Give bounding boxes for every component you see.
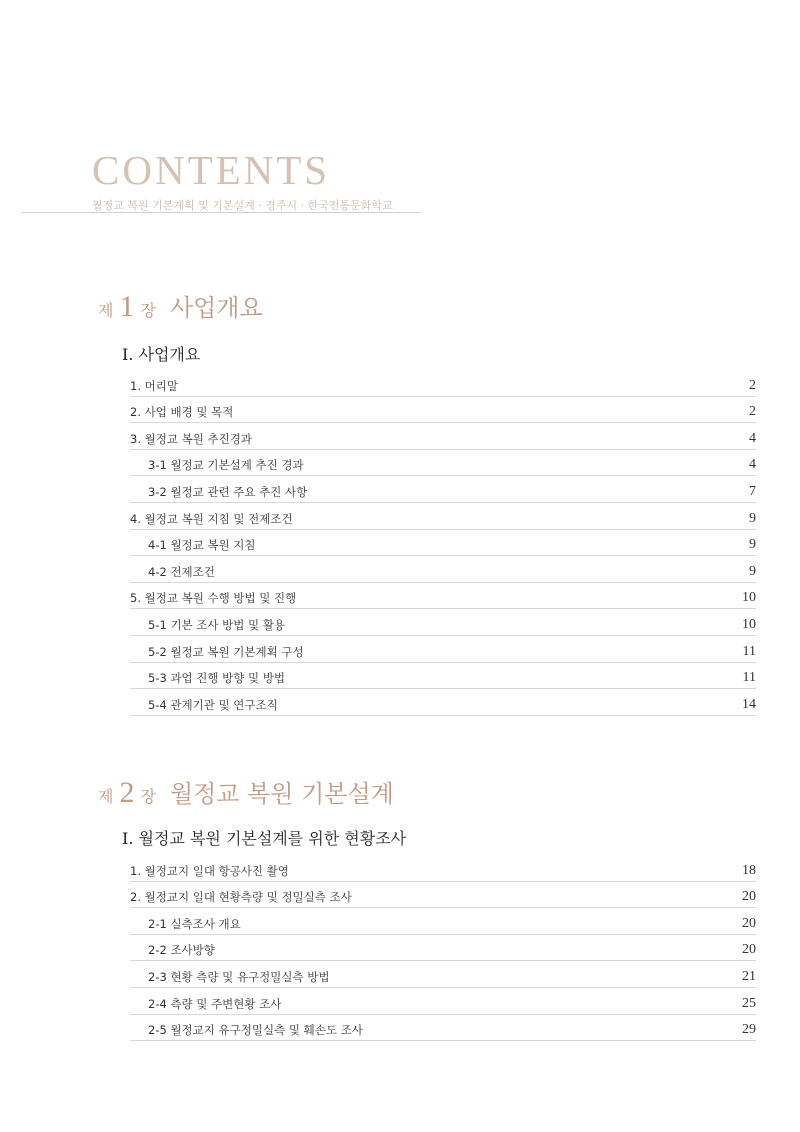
chapter-2-toc xyxy=(130,855,756,1041)
chapter-2-section-heading: Ⅰ. 월정교 복원 기본설계를 위한 현황조사 xyxy=(122,829,407,848)
toc-entry-page: 10 xyxy=(742,616,756,632)
toc-entry-label: 1. 머리말 xyxy=(130,378,178,393)
chapter-1-section-heading: Ⅰ. 사업개요 xyxy=(122,345,201,364)
chapter-number: 1 xyxy=(119,290,135,323)
toc-entry[interactable] xyxy=(130,636,756,663)
chapter-1-toc xyxy=(130,370,756,716)
toc-entry-page: 25 xyxy=(742,995,756,1011)
toc-entry-label: 4. 월정교 복원 지침 및 전제조건 xyxy=(130,511,293,526)
chapter-suffix: 장 xyxy=(140,787,156,806)
toc-entry-page: 9 xyxy=(749,510,756,526)
toc-entry[interactable] xyxy=(130,609,756,636)
toc-entry-label: 4-1 월정교 복원 지침 xyxy=(148,538,256,553)
toc-entry-page: 4 xyxy=(749,457,756,473)
toc-entry-label: 2. 사업 배경 및 목적 xyxy=(130,405,234,420)
contents-title: CONTENTS xyxy=(92,147,331,193)
toc-entry-label: 2-5 월정교지 유구정밀실측 및 훼손도 조사 xyxy=(148,1023,363,1038)
toc-entry[interactable] xyxy=(130,583,756,610)
toc-entry-page: 14 xyxy=(742,696,756,712)
chapter-suffix: 장 xyxy=(140,301,156,320)
toc-entry[interactable] xyxy=(130,908,756,935)
toc-entry-page: 10 xyxy=(742,590,756,606)
toc-entry-label: 5-3 과업 진행 방향 및 방법 xyxy=(148,671,286,686)
toc-entry[interactable] xyxy=(130,370,756,397)
toc-entry-label: 3-2 월정교 관련 주요 추진 사항 xyxy=(148,484,308,499)
toc-entry-label: 2-4 측량 및 주변현황 조사 xyxy=(148,996,282,1011)
chapter-2-heading xyxy=(98,774,394,810)
toc-entry-label: 2. 월정교지 일대 현황측량 및 정밀실측 조사 xyxy=(130,890,352,905)
chapter-title: 사업개요 xyxy=(169,294,263,322)
contents-header xyxy=(92,147,331,193)
toc-entry-page: 20 xyxy=(742,889,756,905)
chapter-1-heading xyxy=(98,288,263,324)
toc-entry-page: 11 xyxy=(742,670,756,686)
chapter-prefix: 제 xyxy=(98,787,114,806)
toc-entry[interactable] xyxy=(130,935,756,962)
toc-entry-page: 20 xyxy=(742,942,756,958)
toc-entry[interactable] xyxy=(130,663,756,690)
toc-entry[interactable] xyxy=(130,855,756,882)
toc-entry-page: 18 xyxy=(742,862,756,878)
toc-entry[interactable] xyxy=(130,503,756,530)
toc-entry[interactable] xyxy=(130,961,756,988)
contents-subtitle: 월정교 복원 기본계획 및 기본설계 · 경주시 · 한국전통문화학교 xyxy=(92,199,393,212)
toc-entry-label: 3. 월정교 복원 추진경과 xyxy=(130,431,252,446)
toc-entry-label: 2-3 현황 측량 및 유구정밀실측 방법 xyxy=(148,969,330,984)
toc-entry-page: 21 xyxy=(742,968,756,984)
toc-entry-page: 11 xyxy=(742,643,756,659)
toc-entry[interactable] xyxy=(130,988,756,1015)
toc-entry-label: 5-2 월정교 복원 기본계획 구성 xyxy=(148,644,304,659)
toc-entry-page: 7 xyxy=(749,483,756,499)
toc-entry-page: 2 xyxy=(749,377,756,393)
toc-entry-label: 2-1 실측조사 개요 xyxy=(148,916,241,931)
toc-entry-label: 5-1 기본 조사 방법 및 활용 xyxy=(148,617,286,632)
toc-entry-label: 5-4 관계기관 및 연구조직 xyxy=(148,697,278,712)
toc-entry-label: 3-1 월정교 기본설계 추진 경과 xyxy=(148,458,304,473)
chapter-number: 2 xyxy=(119,776,135,809)
toc-entry-label: 5. 월정교 복원 수행 방법 및 진행 xyxy=(130,591,297,606)
toc-entry-page: 9 xyxy=(749,563,756,579)
toc-entry-page: 20 xyxy=(742,915,756,931)
toc-entry-label: 1. 월정교지 일대 항공사진 촬영 xyxy=(130,863,289,878)
toc-entry-page: 2 xyxy=(749,404,756,420)
toc-entry[interactable] xyxy=(130,397,756,424)
header-divider xyxy=(22,212,420,213)
toc-entry[interactable] xyxy=(130,556,756,583)
toc-entry-page: 4 xyxy=(749,430,756,446)
toc-entry[interactable] xyxy=(130,882,756,909)
toc-entry[interactable] xyxy=(130,530,756,557)
chapter-title: 월정교 복원 기본설계 xyxy=(169,780,394,808)
chapter-prefix: 제 xyxy=(98,301,114,320)
toc-entry[interactable] xyxy=(130,1015,756,1042)
toc-entry[interactable] xyxy=(130,476,756,503)
toc-entry-label: 2-2 조사방향 xyxy=(148,943,215,958)
toc-entry[interactable] xyxy=(130,423,756,450)
toc-entry-page: 9 xyxy=(749,537,756,553)
toc-entry[interactable] xyxy=(130,689,756,716)
toc-entry[interactable] xyxy=(130,450,756,477)
toc-entry-label: 4-2 전제조건 xyxy=(148,564,215,579)
toc-entry-page: 29 xyxy=(742,1022,756,1038)
